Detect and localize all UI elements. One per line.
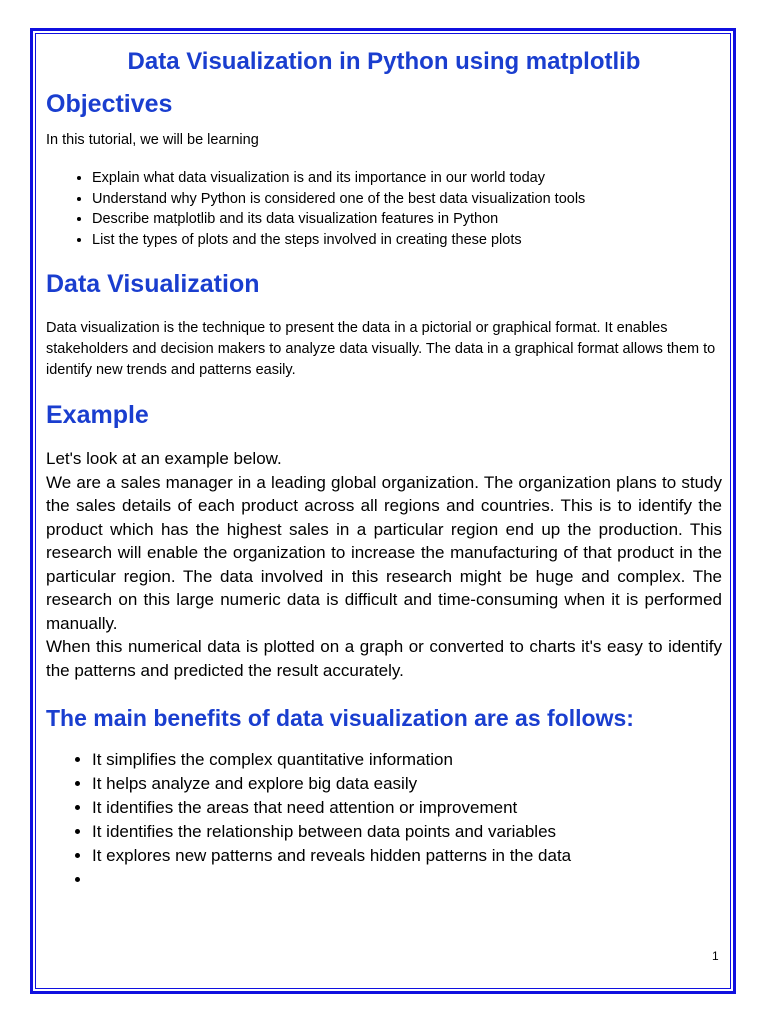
- example-paragraph-1: We are a sales manager in a leading global organization. The organization plans to study the sales details of each product across all regions and countries. This is to identify the product which has the highest sales in a particular region end up the production. This research will enable the organization to increase the manufacturing of that product in the particular region. The data involved in this research might be huge and complex. The research on this large numeric data is difficult and time-consuming when it is performed manually.: [46, 472, 722, 633]
- objectives-heading: Objectives: [46, 90, 173, 118]
- benefits-list-item: • It explores new patterns and reveals hidden patterns in the data: [92, 844, 722, 868]
- example-intro-line: Let's look at an example below.: [46, 449, 282, 468]
- objectives-list: [46, 168, 722, 250]
- benefits-list-item: • It identifies the relationship between data points and variables: [92, 820, 722, 844]
- example-paragraph-2: When this numerical data is plotted on a graph or converted to charts it's easy to identify the patterns and predicted the result accurately.: [46, 637, 722, 680]
- data-visualization-heading: Data Visualization: [46, 270, 260, 298]
- benefits-list: [46, 748, 722, 892]
- document-title: Data Visualization in Python using matplotlib: [127, 48, 641, 75]
- objectives-list-item: • List the types of plots and the steps involved in creating these plots: [92, 230, 722, 251]
- page-number: 1: [712, 949, 719, 963]
- benefits-list-item: • It simplifies the complex quantitative information: [92, 748, 722, 772]
- objectives-list-item: • Explain what data visualization is and its importance in our world today: [92, 168, 722, 189]
- benefits-list-item: • It helps analyze and explore big data easily: [92, 772, 722, 796]
- objectives-list-item: • Describe matplotlib and its data visualization features in Python: [92, 209, 722, 230]
- benefits-list-item-empty: [92, 868, 722, 892]
- objectives-list-item: • Understand why Python is considered one of the best data visualization tools: [92, 189, 722, 210]
- data-visualization-body: Data visualization is the technique to present the data in a pictorial or graphical format. It enables stakeholders and decision makers to analyze data visually. The data in a graphical format allows them to identify new trends and patterns easily.: [46, 320, 716, 378]
- document-content: [46, 44, 722, 892]
- example-heading: Example: [46, 401, 149, 429]
- benefits-heading: The main benefits of data visualization are as follows:: [46, 705, 634, 731]
- benefits-list-item: • It identifies the areas that need attention or improvement: [92, 796, 722, 820]
- objectives-intro: In this tutorial, we will be learning: [46, 132, 259, 148]
